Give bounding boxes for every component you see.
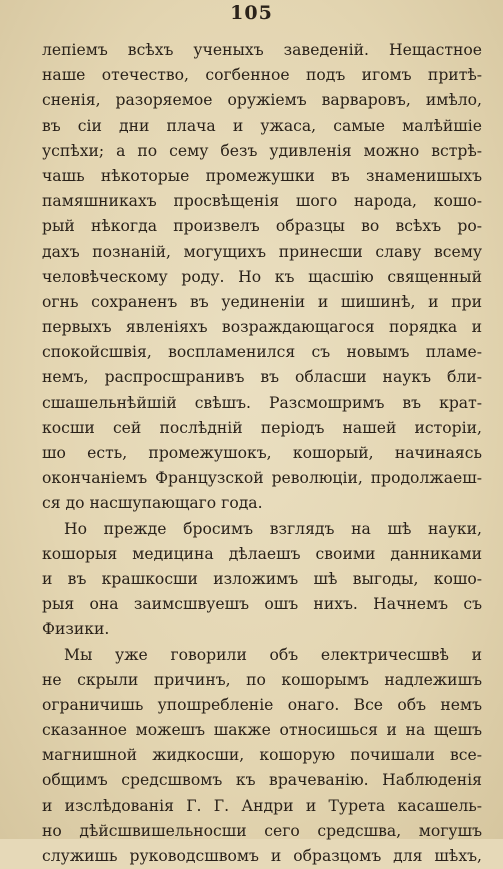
text-line: первыхъ явленіяхъ возраждающагося порядка и xyxy=(42,318,482,337)
text-line: въ сіи дни плача и ужаса, самые малѣйшіе xyxy=(42,116,482,135)
text-line: служишь руководсшвомъ и образцомъ для шѣхъ, xyxy=(42,847,482,865)
text-line: шо есть, промежушокъ, кошорый, начинаясь xyxy=(42,444,482,462)
text-line: человѣческому роду. Но къ щасшію священный xyxy=(42,267,482,286)
text-line: но дѣйсшвишельносши сего средсшва, могушъ xyxy=(42,821,482,840)
text-line: чашь нѣкоторые промежушки въ знаменишыхъ xyxy=(42,166,482,185)
text-line: Мы уже говорили объ електричесшвѣ и xyxy=(64,645,482,664)
text-line: немъ, распросшранивъ въ обласши наукъ бли- xyxy=(42,368,482,387)
text-line: и изслѣдованія Г. Г. Андри и Турета касашель- xyxy=(42,796,482,815)
text-line: дахъ познаній, могущихъ принесши славу всему xyxy=(42,242,482,261)
text-line: памяшникахъ просвѣщенія шого народа, кошо- xyxy=(42,192,482,211)
text-line: окончаніемъ Французской революціи, продолжаеш- xyxy=(42,469,482,488)
text-line: наше отечество, согбенное подъ игомъ притѣ- xyxy=(42,66,482,85)
text-line: Но прежде бросимъ взглядъ на шѣ науки, xyxy=(64,519,482,538)
text-line: общимъ средсшвомъ къ врачеванію. Наблюденія xyxy=(42,771,482,790)
text-line: сказанное можешъ шакже относишься и на щешъ xyxy=(42,721,482,740)
text-line: лепіемъ всѣхъ ученыхъ заведеній. Нещастное xyxy=(42,41,482,59)
text-line: спокойсшвія, воспламенился съ новымъ пламе- xyxy=(42,343,482,362)
text-line: и въ крашкосши изложимъ шѣ выгоды, кошо- xyxy=(42,569,482,588)
text-line: огнь сохраненъ въ уединеніи и шишинѣ, и при xyxy=(42,292,482,311)
body-text xyxy=(42,38,482,869)
page-number: 105 xyxy=(230,2,273,24)
text-line: Физики. xyxy=(42,620,110,639)
text-line: сненія, разоряемое оружіемъ варваровъ, имѣло, xyxy=(42,91,482,110)
text-line: кошорыя медицина дѣлаешъ своими данниками xyxy=(42,544,482,563)
text-line: рыя она заимсшвуешъ ошъ нихъ. Начнемъ съ xyxy=(42,595,482,614)
text-line: сшашельнѣйшій свѣшъ. Разсмошримъ въ крат- xyxy=(42,393,482,412)
text-line: магнишной жидкосши, кошорую почишали все- xyxy=(42,746,482,765)
text-line: ограничишь упошребленіе онаго. Все объ немъ xyxy=(42,695,482,714)
text-line: ся до насшупающаго года. xyxy=(42,494,263,513)
text-line: успѣхи; а по сему безъ удивленія можно встрѣ- xyxy=(42,141,482,160)
text-line: рый нѣкогда произвелъ образцы во всѣхъ ро- xyxy=(42,217,482,236)
text-line: косши сей послѣдній періодъ нашей исторіи, xyxy=(42,418,482,437)
text-line: не скрыли причинъ, по кошорымъ надлежишъ xyxy=(42,670,482,689)
